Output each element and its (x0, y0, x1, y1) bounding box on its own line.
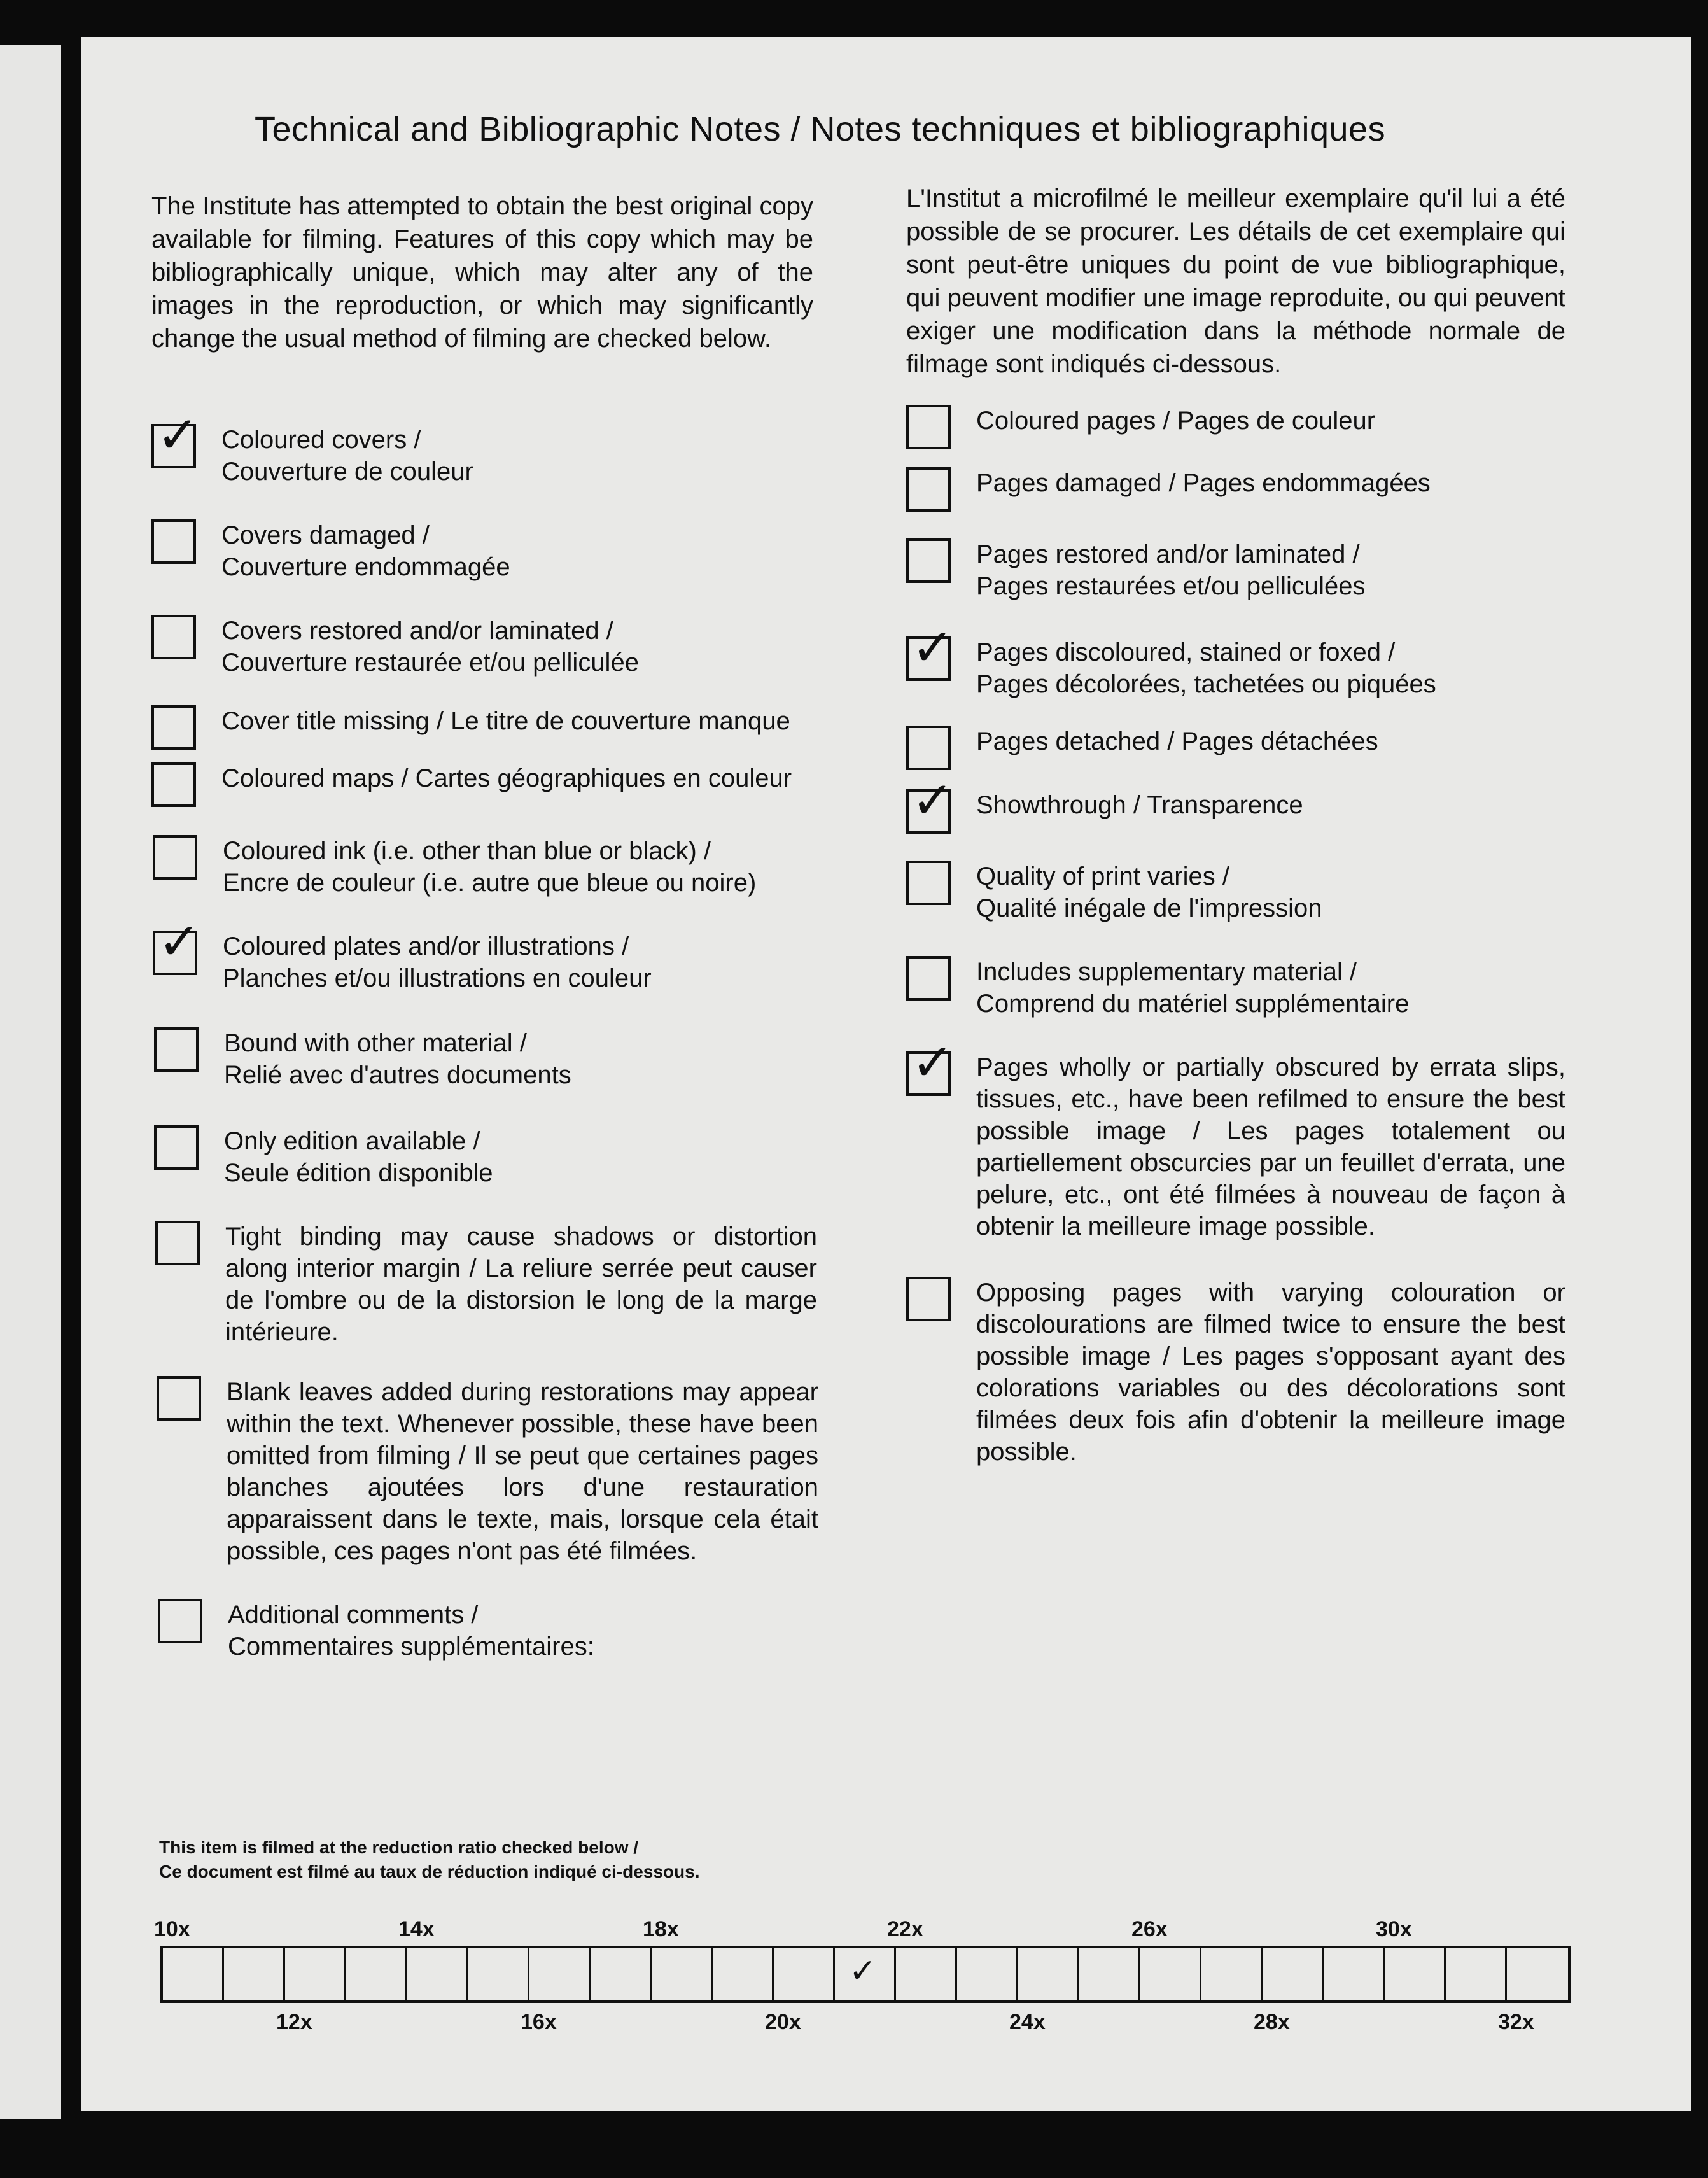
ratio-label-top: 22x (887, 1917, 923, 1941)
checkbox[interactable] (906, 405, 951, 449)
checkbox[interactable] (906, 1277, 951, 1321)
checklist-label: Coloured pages / Pages de couleur (976, 407, 1376, 435)
checklist-label: Showthrough / Transparence (976, 791, 1303, 819)
checklist-label: Covers damaged / Couverture endommagée (221, 521, 510, 581)
ratio-cell[interactable] (652, 1948, 713, 2000)
adjacent-page-edge (0, 45, 61, 2119)
checkbox[interactable] (906, 538, 951, 583)
ratio-cell[interactable] (468, 1948, 529, 2000)
checkbox[interactable] (906, 861, 951, 905)
ratio-label-bottom: 20x (765, 2010, 801, 2034)
reduction-note-fr: Ce document est filmé au taux de réduction indiqué ci-dessous. (159, 1862, 700, 1881)
right-item-opposing-pages-with-varying-colouration-or-discolourations-are-filmed-twice-to-ensure-the-best-possible-image (906, 1277, 1565, 1468)
checkmark-icon: ✓ (158, 912, 201, 971)
checklist-label: Coloured ink (i.e. other than blue or black) / Encre de couleur (i.e. autre que bleue ou noire) (223, 837, 757, 897)
right-item-showthrough (906, 771, 1565, 834)
ratio-label-top: 14x (398, 1917, 435, 1941)
ratio-cell[interactable] (346, 1948, 407, 2000)
checkbox[interactable] (906, 726, 951, 770)
ratio-cell[interactable] (285, 1948, 346, 2000)
ratio-cell[interactable] (713, 1948, 774, 2000)
left-item-cover-title-missing (151, 705, 813, 750)
checkmark-icon: ✓ (849, 1952, 877, 1990)
checklist-label: Covers restored and/or laminated / Couverture restaurée et/ou pelliculée (221, 617, 639, 677)
checkmark-icon: ✓ (157, 405, 200, 465)
reduction-note (159, 1836, 700, 1884)
ratio-label-top: 18x (643, 1917, 679, 1941)
right-item-coloured-pages (906, 405, 1565, 449)
ratio-cell[interactable] (957, 1948, 1018, 2000)
checkmark-icon: ✓ (911, 771, 955, 830)
checkbox[interactable] (153, 912, 201, 975)
checkbox[interactable] (906, 618, 955, 681)
checkbox[interactable] (151, 405, 200, 468)
intro-french: L'Institut a microfilmé le meilleur exemplaire qu'il lui a été possible de se procurer. Les détails de cet exemplaire qui sont peut-être uniques du point de vue bibliographique, qui peuvent modifier une image reproduite, ou qui peuvent exiger une modification dans la méthode normale de filmage sont indiqués ci-dessous. (906, 185, 1565, 378)
ratio-label-bottom: 32x (1498, 2010, 1534, 2034)
checklist-label: Cover title missing / Le titre de couverture manque (221, 707, 790, 735)
intro-english: The Institute has attempted to obtain the best original copy available for filming. Features of this copy which may be bibliographically unique, which may alter any of the images in the reproduction, or which may significantly change the usual method of filming are checked below. (151, 192, 813, 353)
right-item-quality-of-print-varies (906, 861, 1565, 924)
checkbox[interactable] (154, 1027, 199, 1072)
right-item-pages-wholly-or-partially-obscured-by-errata-slips-tissues-etc-have-been-refilmed-to-ensure-the-best-possible-image (906, 1033, 1565, 1242)
ratio-cell[interactable] (896, 1948, 957, 2000)
checklist-label: Coloured covers / Couverture de couleur (221, 426, 473, 486)
ratio-cell[interactable] (774, 1948, 835, 2000)
ratio-label-bottom: 16x (521, 2010, 557, 2034)
left-item-coloured-maps (151, 762, 813, 807)
ratio-label-top: 26x (1131, 1917, 1168, 1941)
checklist-label: Coloured maps / Cartes géographiques en couleur (221, 764, 792, 792)
checklist-label: Pages restored and/or laminated / Pages restaurées et/ou pelliculées (976, 540, 1366, 600)
ratio-cell[interactable] (407, 1948, 468, 2000)
right-item-pages-damaged (906, 467, 1565, 512)
left-item-coloured-plates-and (153, 912, 815, 994)
checkbox[interactable] (158, 1599, 202, 1643)
reduction-note-en: This item is filmed at the reduction ratio checked below / (159, 1837, 639, 1857)
checklist-label: Includes supplementary material / Comprend du matériel supplémentaire (976, 958, 1410, 1018)
checklist-label: Pages damaged / Pages endommagées (976, 469, 1431, 497)
left-item-bound-with-other-material (154, 1027, 816, 1091)
checkbox[interactable] (151, 519, 196, 564)
ratio-cell[interactable] (1018, 1948, 1079, 2000)
checkmark-icon: ✓ (911, 1033, 955, 1092)
checkbox[interactable] (151, 762, 196, 807)
checklist-label: Opposing pages with varying colouration or discolourations are filmed twice to ensure the best possible image / Les pages s'opposant ayant des colorations variables ou des décolorations sont filmées deux fois afin d'obtenir la meilleure image possible. (976, 1279, 1565, 1466)
left-item-only-edition-available (154, 1125, 816, 1189)
ratio-cell[interactable] (591, 1948, 652, 2000)
checkbox[interactable] (155, 1221, 200, 1265)
left-item-additional-comments (158, 1599, 820, 1662)
right-item-includes-supplementary-material (906, 956, 1565, 1020)
ratio-label-top: 10x (154, 1917, 190, 1941)
left-item-coloured-covers (151, 405, 813, 488)
checklist-label: Bound with other material / Relié avec d'autres documents (224, 1029, 571, 1089)
checkbox[interactable] (906, 956, 951, 1001)
ratio-cell[interactable] (1201, 1948, 1263, 2000)
checklist-label: Pages discoloured, stained or foxed / Pages décolorées, tachetées ou piquées (976, 638, 1436, 698)
ratio-label-bottom: 12x (276, 2010, 312, 2034)
ratio-cell[interactable] (163, 1948, 224, 2000)
checkbox[interactable] (157, 1376, 201, 1421)
checklist-label: Quality of print varies / Qualité inégale de l'impression (976, 862, 1322, 922)
ratio-cell[interactable] (1507, 1948, 1568, 2000)
checklist-label: Only edition available / Seule édition disponible (224, 1127, 493, 1187)
checkbox[interactable] (906, 1033, 955, 1096)
checklist-label: Blank leaves added during restorations may appear within the text. Whenever possible, these have been omitted from filming / Il se peut que certaines pages blanches ajoutées lors d'une restauration apparaissent dans le texte, mais, lorsque cela était possible, ces pages n'ont pas été filmées. (227, 1378, 818, 1565)
left-item-covers-damaged (151, 519, 813, 583)
left-item-coloured-ink (153, 835, 815, 899)
ratio-cell[interactable] (1140, 1948, 1201, 2000)
right-item-pages-restored-and (906, 538, 1565, 602)
checkbox[interactable] (906, 467, 951, 512)
left-item-covers-restored-and (151, 615, 813, 678)
right-item-pages-detached (906, 726, 1565, 770)
checkbox[interactable] (151, 615, 196, 659)
checklist-label: Tight binding may cause shadows or distortion along interior margin / La reliure serrée peut causer de l'ombre ou de la distorsion le long de la marge intérieure. (225, 1223, 817, 1346)
checkbox[interactable] (906, 771, 955, 834)
checkmark-icon: ✓ (911, 618, 955, 677)
ratio-label-bottom: 24x (1009, 2010, 1046, 2034)
checkbox[interactable] (153, 835, 197, 880)
checklist-label: Pages wholly or partially obscured by errata slips, tissues, etc., have been refilmed to ensure the best possible image / Les pages totalement ou partiellement obscurcies par un feuillet d'errata, une pelure, etc., ont été filmées à nouveau de façon à obtenir la meilleure image possible. (976, 1053, 1565, 1240)
checkbox[interactable] (154, 1125, 199, 1170)
ratio-cell[interactable] (835, 1948, 896, 2000)
left-item-tight-binding-may-cause-shadows-or-distortion-along-interior-margin (155, 1221, 817, 1348)
ratio-label-bottom: 28x (1254, 2010, 1290, 2034)
right-item-pages-discoloured-stained-or-foxed (906, 618, 1565, 700)
ratio-cell[interactable] (1079, 1948, 1140, 2000)
page-title: Technical and Bibliographic Notes / Notes techniques et bibliographiques (255, 110, 1386, 148)
ratio-cell[interactable] (529, 1948, 591, 2000)
reduction-ratio-strip (160, 1946, 1571, 2003)
checklist-label: Additional comments / Commentaires supplémentaires: (228, 1601, 594, 1661)
checklist-label: Coloured plates and/or illustrations / Planches et/ou illustrations en couleur (223, 932, 652, 992)
ratio-cell[interactable] (1324, 1948, 1385, 2000)
left-item-blank-leaves-added-during-restorations-may-appear-within-the-text-whenever-possible-these-have-been-omitted-from-filming (157, 1376, 818, 1567)
ratio-cell[interactable] (224, 1948, 285, 2000)
ratio-cell[interactable] (1446, 1948, 1507, 2000)
checklist-label: Pages detached / Pages détachées (976, 727, 1378, 755)
ratio-cell[interactable] (1263, 1948, 1324, 2000)
ratio-cell[interactable] (1385, 1948, 1446, 2000)
ratio-label-top: 30x (1376, 1917, 1412, 1941)
checkbox[interactable] (151, 705, 196, 750)
